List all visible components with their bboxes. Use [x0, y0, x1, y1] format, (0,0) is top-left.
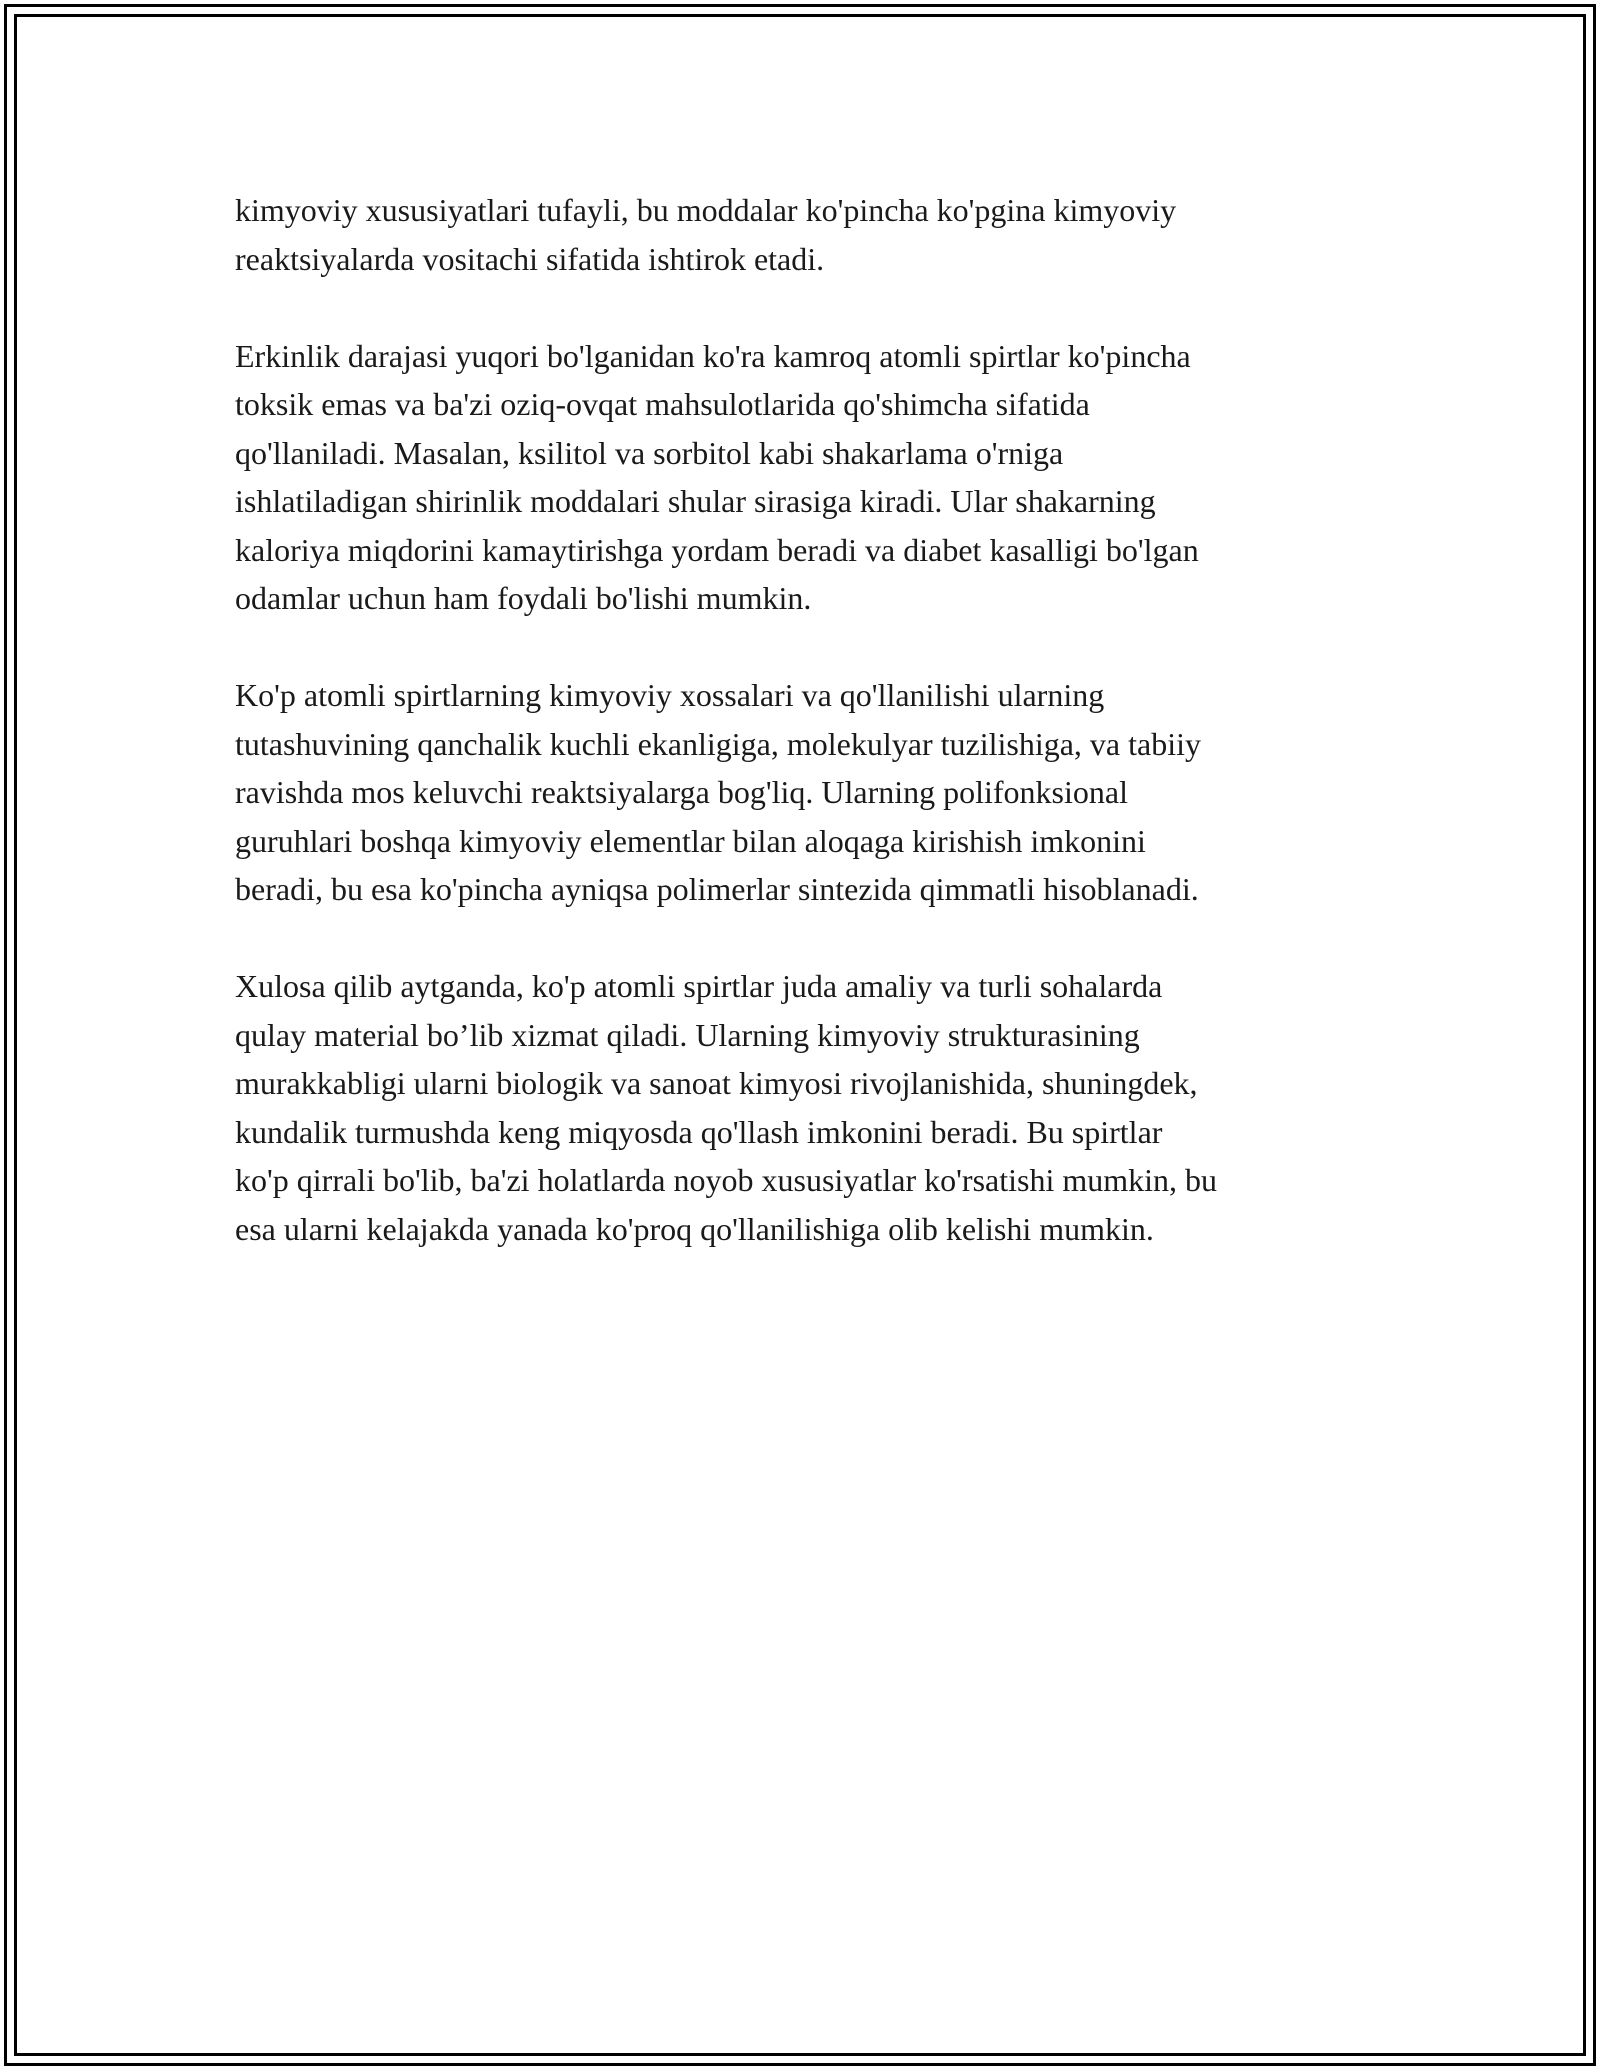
paragraph-4: Xulosa qilib aytganda, ko'p atomli spirtlar juda amaliy va turli sohalarda qulay material bo’lib xizmat qiladi. Ularning kimyoviy strukturasining murakkabligi ularni biologik va sanoat kimyosi rivojlanishida, shuningdek, kundalik turmushda keng miqyosda qo'llash imkonini beradi. Bu spirtlar ko'p qirrali bo'lib, ba'zi holatlarda noyob xususiyatlar ko'rsatishi mumkin, bu esa ularni kelajakda yanada ko'proq qo'llanilishiga olib kelishi mumkin.: [235, 968, 1218, 1247]
document-body: [235, 186, 1375, 1302]
paragraph-2: Erkinlik darajasi yuqori bo'lganidan ko'ra kamroq atomli spirtlar ko'pincha toksik emas va ba'zi oziq-ovqat mahsulotlarida qo'shimcha sifatida qo'llaniladi. Masalan, ksilitol va sorbitol kabi shakarlama o'rniga ishlatiladigan shirinlik moddalari shular sirasiga kiradi. Ular shakarning kaloriya miqdorini kamaytirishga yordam beradi va diabet kasalligi bo'lgan odamlar uchun ham foydali bo'lishi mumkin.: [235, 337, 1199, 616]
paragraph-1: kimyoviy xususiyatlari tufayli, bu moddalar ko'pincha ko'pgina kimyoviy reaktsiyalarda vositachi sifatida ishtirok etadi.: [235, 192, 1177, 277]
paragraph-3: Ko'p atomli spirtlarning kimyoviy xossalari va qo'llanilishi ularning tutashuvining qanchalik kuchli ekanligiga, molekulyar tuzilishiga, va tabiiy ravishda mos keluvchi reaktsiyalarga bog'liq. Ularning polifonksional guruhlari boshqa kimyoviy elementlar bilan aloqaga kirishish imkonini beradi, bu esa ko'pincha ayniqsa polimerlar sintezida qimmatli hisoblanadi.: [235, 677, 1201, 907]
